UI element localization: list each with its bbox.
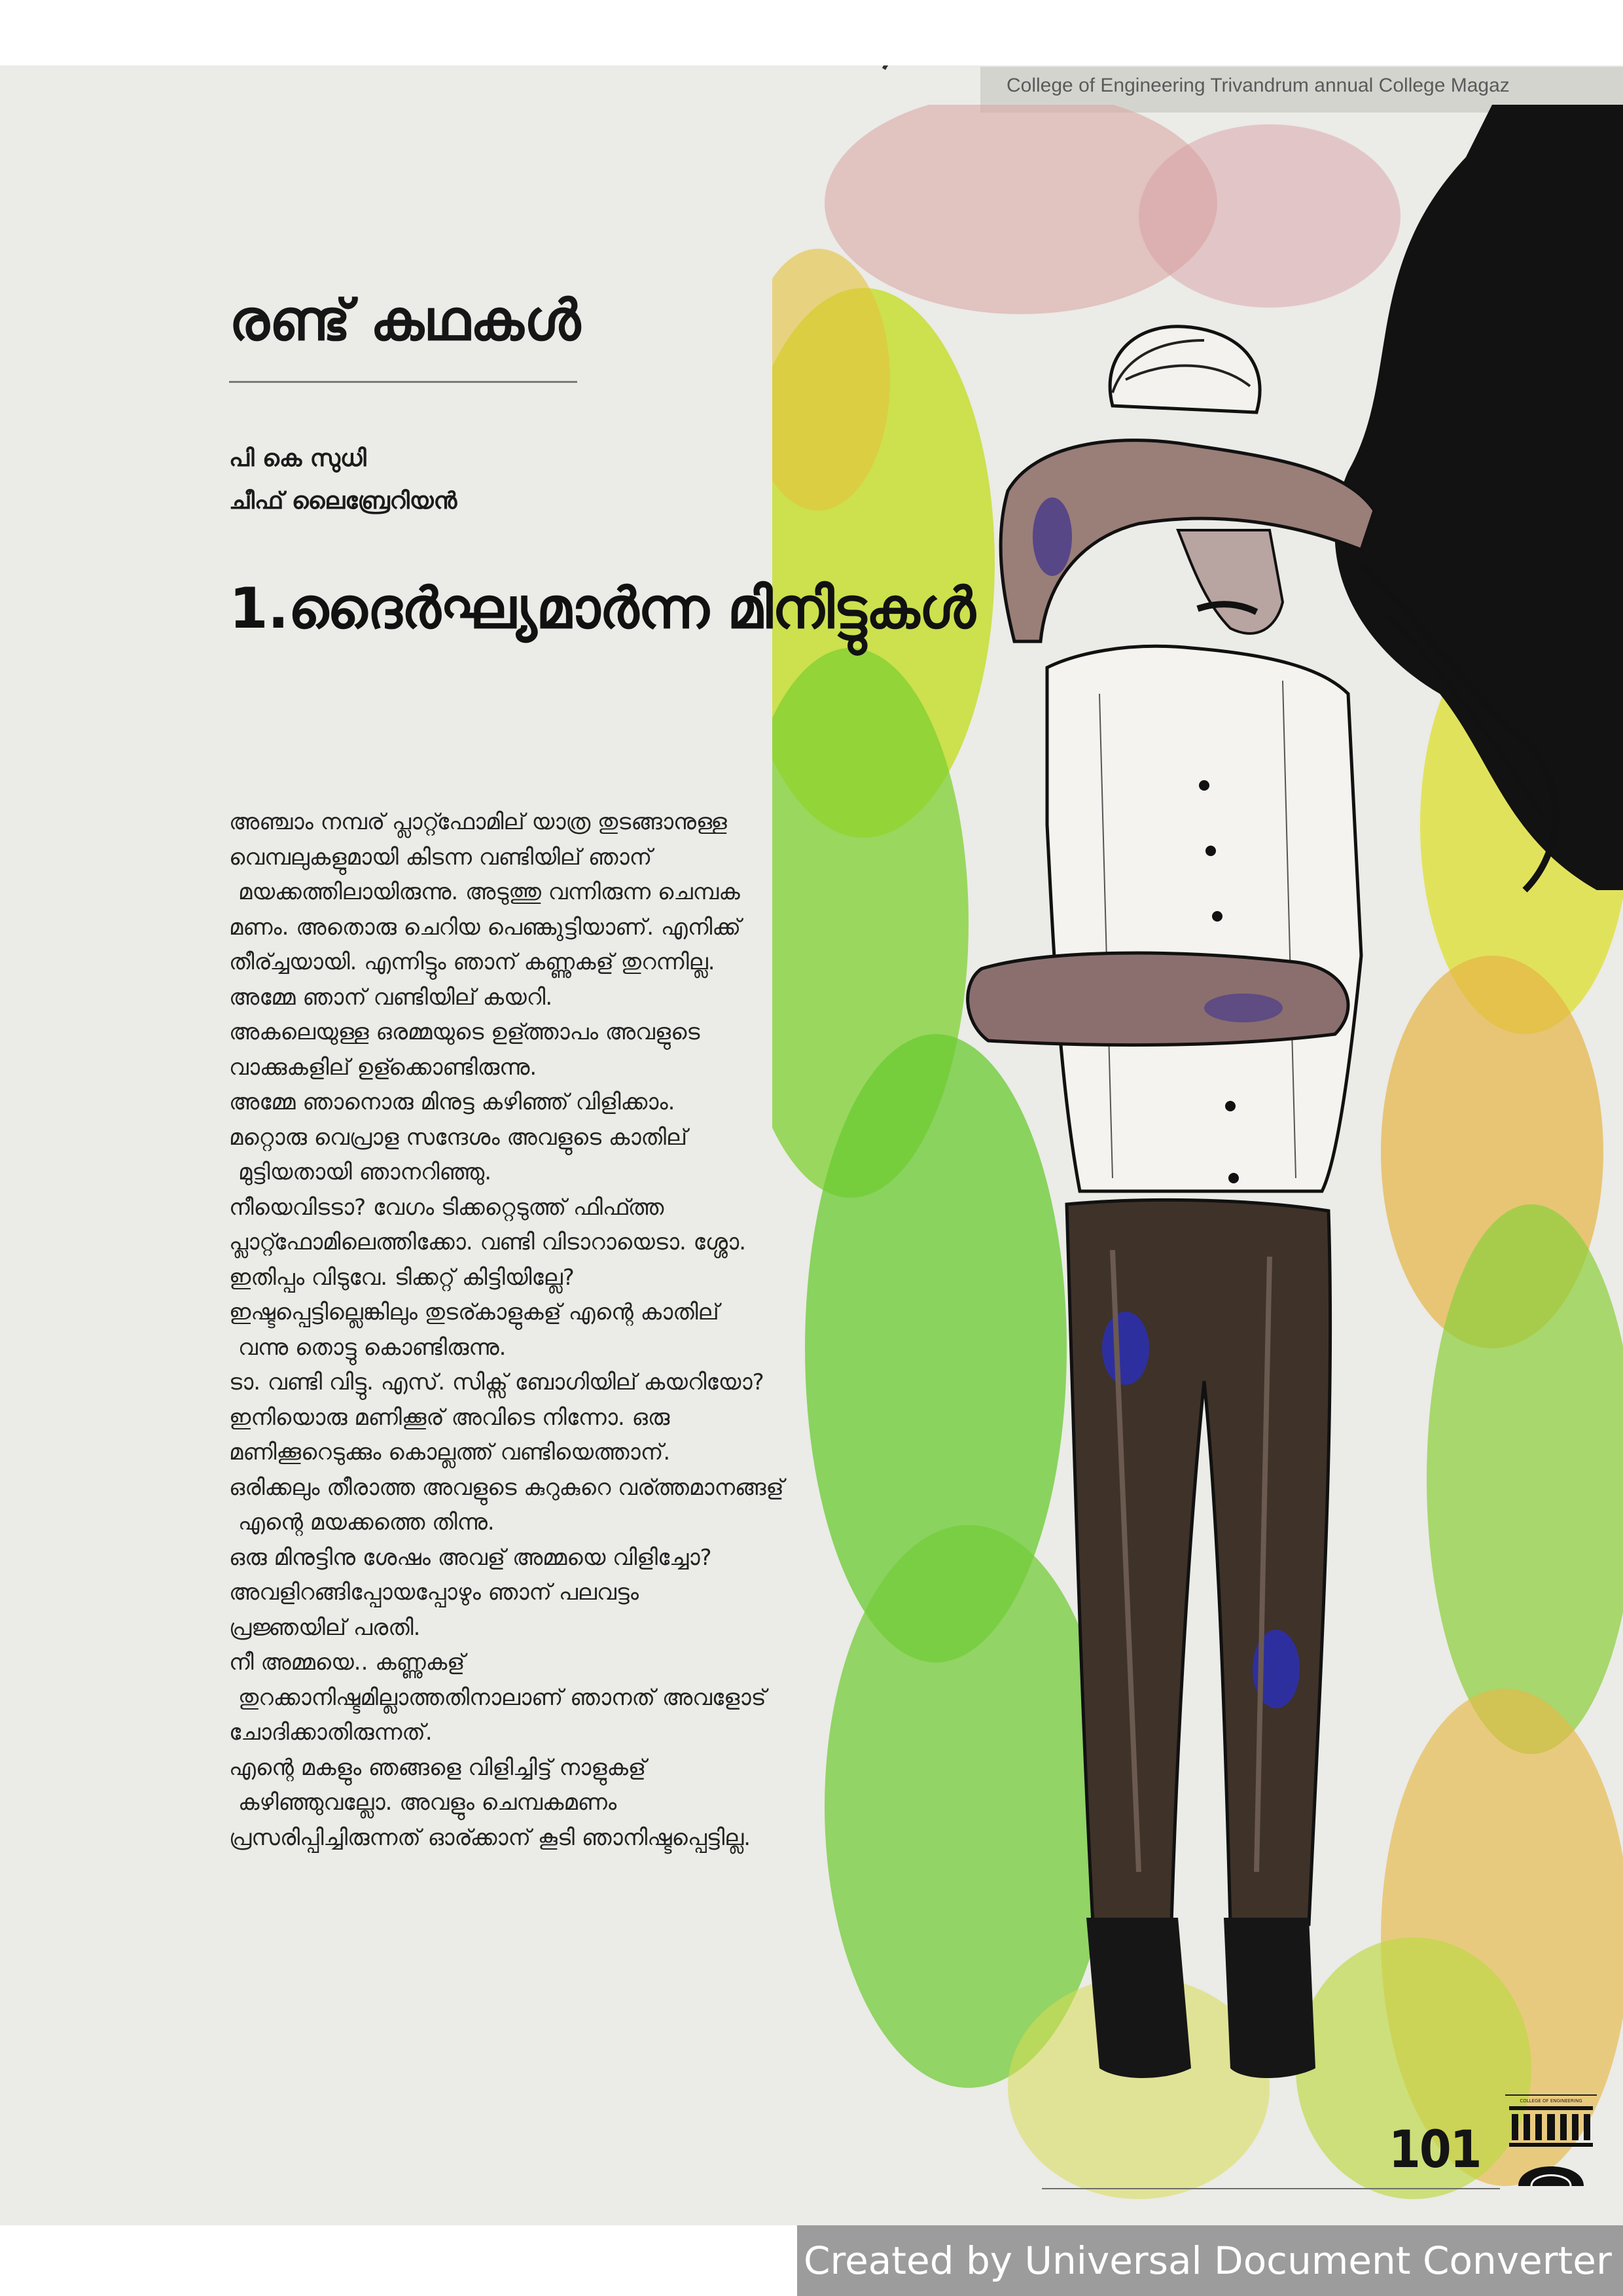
story-heading: 1.ദൈർഘ്യമാർന്ന മിനിട്ടുകൾ [229,576,975,641]
story-line: മയക്കത്തിലായിരുന്നു. അടുത്തു വന്നിരുന്ന ചെമ്പക [238,879,740,905]
author-role: ചീഫ് ലൈബ്രേറിയൻ [229,488,457,514]
story-line: ചോദിക്കാതിരുന്നത്. [229,1719,433,1746]
story-line: അഞ്ചാം നമ്പര് പ്ലാറ്റ്ഫോമില് യാത്ര തുടങ്ങാനുള്ള [229,809,727,835]
story-line: ഇതിപ്പം വിടുവേ. ടിക്കറ്റ് കിട്ടിയില്ലേ? [229,1264,575,1291]
story-line: അകലെയുള്ള ഒരമ്മയുടെ ഉള്ത്താപം അവളുടെ [229,1019,700,1045]
converter-watermark: Created by Universal Document Converter [797,2225,1623,2296]
story-line: പ്രജ്ഞയില് പരതി. [229,1614,421,1641]
story-line: ഒരു മിനുട്ടിനു ശേഷം അവള് അമ്മയെ വിളിച്ചോ? [229,1544,712,1571]
magazine-header-text: College of Engineering Trivandrum annual College Magaz [1007,75,1510,96]
story-line: നീ അമ്മയെ.. കണ്ണുകള് [229,1649,465,1676]
logo-caption: COLLEGE OF ENGINEERING [1520,2098,1582,2104]
author-name: പി കെ സുധി [229,445,366,472]
story-line: മറ്റൊരു വെപ്രാള സന്ദേശം അവളുടെ കാതില് [229,1124,688,1151]
story-line: കഴിഞ്ഞുവല്ലോ. അവളും ചെമ്പകമണം [238,1789,617,1816]
college-logo-icon [1505,2094,1597,2193]
story-line: പ്രസരിപ്പിച്ചിരുന്നത് ഓര്ക്കാന് കൂടി ഞാനിഷ്ടപ്പെട്ടില്ല. [229,1824,751,1851]
story-line: മണം. അതൊരു ചെറിയ പെണ്കുട്ടിയാണ്. എനിക്ക് [229,914,741,941]
story-line: ഒരിക്കലും തീരാത്ത അവളുടെ കുറുകുറെ വര്ത്തമാനങ്ങള് [229,1474,784,1501]
story-line: ഇഷ്ടപ്പെട്ടില്ലെങ്കിലും തുടര്കാളുകള് എന്റെ കാതില് [229,1299,719,1325]
story-line: വന്നു തൊട്ടു കൊണ്ടിരുന്നു. [238,1334,507,1361]
page-number: 101 [1389,2121,1481,2179]
story-line: അവളിറങ്ങിപ്പോയപ്പോഴും ഞാന് പലവട്ടം [229,1579,639,1605]
story-body [229,805,897,1856]
story-line: അമ്മേ ഞാന് വണ്ടിയില് കയറി. [229,984,553,1011]
story-line: തീര്ച്ചയായി. എന്നിട്ടും ഞാന് കണ്ണുകള് തുറന്നില്ല. [229,949,715,975]
title-underline [229,381,577,383]
story-line: മുട്ടിയതായി ഞാനറിഞ്ഞു. [238,1159,492,1185]
story-line: പ്ലാറ്റ്ഫോമിലെത്തിക്കോ. വണ്ടി വിടാറായെടാ. ശ്ശോ. [229,1229,747,1255]
story-line: വെമ്പലുകളുമായി കിടന്ന വണ്ടിയില് ഞാന് [229,844,652,870]
story-line: നീയെവിടടാ? വേഗം ടിക്കറ്റെടുത്ത് ഫിഫ്ത്ത [229,1194,664,1221]
corner-mark [882,65,889,70]
watercolor-illustration [772,105,1623,2225]
story-line: തുറക്കാനിഷ്ടമില്ലാത്തതിനാലാണ് ഞാനത് അവളോട് [238,1684,766,1711]
story-line: ഇനിയൊരു മണിക്കൂര് അവിടെ നിന്നോ. ഒരു [229,1404,670,1431]
story-line: എന്റെ മകളും ഞങ്ങളെ വിളിച്ചിട്ട് നാളുകള് [229,1754,647,1781]
article-title: രണ്ട് കഥകൾ [229,288,580,353]
story-line: എന്റെ മയക്കത്തെ തിന്നു. [238,1509,495,1535]
magazine-page [0,65,1623,2225]
story-line: മണിക്കൂറെടുക്കും കൊല്ലത്ത് വണ്ടിയെത്താന്. [229,1439,671,1465]
story-line: ടാ. വണ്ടി വിട്ടു. എസ്. സിക്സ് ബോഗിയില് കയറിയോ? [229,1369,764,1395]
story-line: വാക്കുകളില് ഉള്ക്കൊണ്ടിരുന്നു. [229,1054,537,1081]
story-line: അമ്മേ ഞാനൊരു മിനുട്ട കഴിഞ്ഞ് വിളിക്കാം. [229,1089,675,1115]
footer-rule [1042,2188,1500,2189]
